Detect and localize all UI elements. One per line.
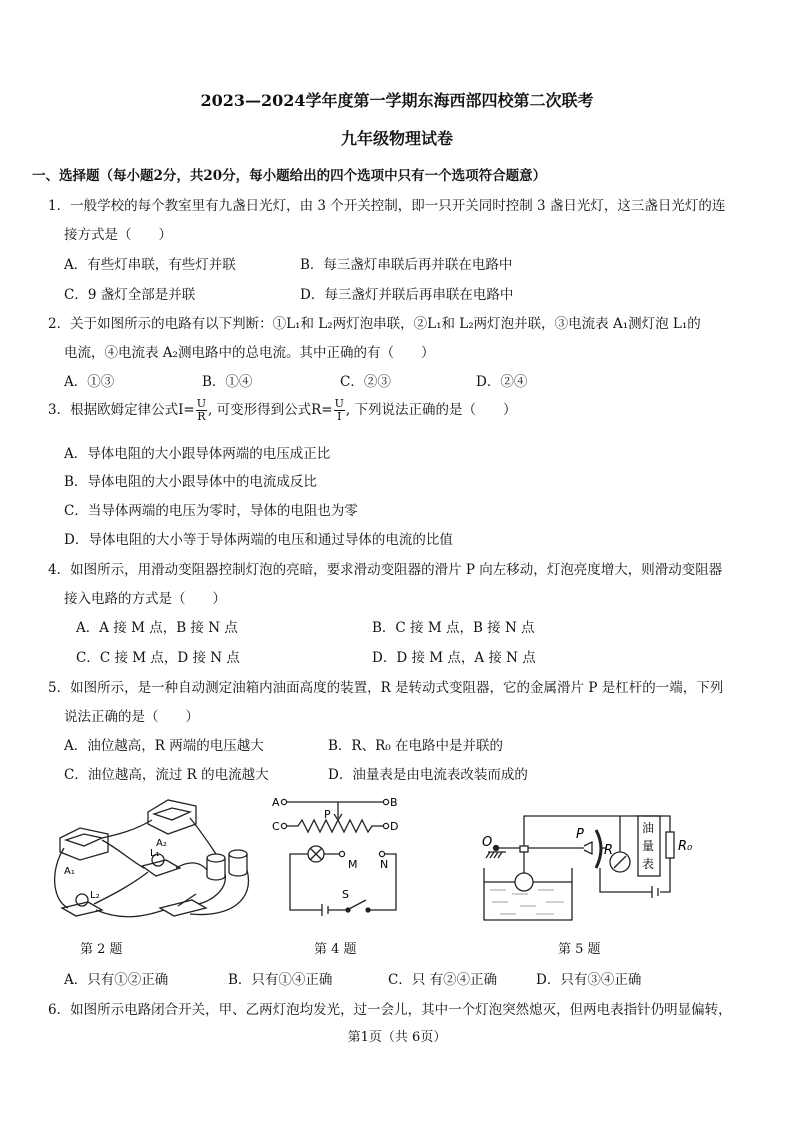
q3-stem — [48, 398, 516, 423]
q5-stem-line1: 5．如图所示，是一种自动测定油箱内油面高度的装置，R 是转动式变阻器，它的金属滑片 P 是杠杆的一端，下列 — [48, 680, 724, 696]
q4-option-b: B．C 接 M 点，B 接 N 点 — [372, 620, 535, 636]
q1-option-d: D．每三盏灯并联后再串联在电路中 — [300, 287, 514, 303]
label-r0: R₀ — [678, 839, 693, 854]
gauge-label-1: 油 — [642, 821, 655, 835]
q5-option-b: B．R、R₀ 在电路中是并联的 — [328, 738, 503, 754]
formula-resistance-denominator: I — [337, 410, 342, 423]
label-n: N — [380, 858, 389, 871]
label-a: A — [272, 796, 280, 809]
formula-resistance-fraction — [334, 398, 345, 423]
label-a1: A₁ — [64, 866, 75, 877]
q6-stem-line1: 6．如图所示电路闭合开关，甲、乙两灯泡均发光，过一会儿，其中一个灯泡突然熄灭，但两电表指针仍明显偏转， — [48, 1002, 732, 1018]
formula-ohm-numerator: U — [196, 397, 207, 410]
formula-ohm-fraction — [196, 398, 207, 423]
label-p: P — [324, 808, 331, 821]
label-p: P — [576, 827, 584, 842]
q3-stem-post: , 下列说法正确的是（ ） — [345, 402, 517, 418]
q1-stem-line2: 接方式是（ ） — [64, 227, 172, 243]
figure-4-circuit — [270, 792, 420, 922]
answer-row-option-c: C．只 有②④正确 — [388, 972, 498, 988]
label-l1: L₁ — [150, 848, 160, 859]
label-m: M — [348, 858, 358, 871]
q2-stem-line2: 电流，④电流表 A₂测电路中的总电流。其中正确的有（ ） — [64, 345, 435, 361]
figure-2-circuit — [40, 790, 270, 930]
q2-option-b: B．①④ — [202, 374, 253, 390]
q4-option-d: D．D 接 M 点，A 接 N 点 — [372, 650, 536, 666]
gauge-label-2: 量 — [642, 839, 655, 853]
answer-row-option-b: B．只有①④正确 — [228, 972, 333, 988]
label-s: S — [342, 888, 349, 901]
q4-stem-line1: 4．如图所示，用滑动变阻器控制灯泡的亮暗，要求滑动变阻器的滑片 P 向左移动，灯泡亮度增大，则滑动变阻器 — [48, 562, 723, 578]
q5-option-a: A．油位越高，R 两端的电压越大 — [64, 738, 264, 754]
label-c: C — [272, 820, 280, 833]
figure-4-caption: 第 4 题 — [314, 942, 357, 957]
gauge-label-3: 表 — [642, 857, 655, 871]
q1-option-b: B．每三盏灯串联后再并联在电路中 — [300, 257, 513, 273]
formula-ohm-lhs: I= — [178, 402, 195, 418]
q2-option-a: A．①③ — [64, 374, 115, 390]
exam-title: 2023—2024学年度第一学期东海西部四校第二次联考 — [200, 91, 594, 110]
q3-option-d: D．导体电阻的大小等于导体两端的电压和通过导体的电流的比值 — [64, 532, 453, 548]
q4-option-a: A．A 接 M 点，B 接 N 点 — [76, 620, 238, 636]
label-l2: L₂ — [90, 890, 100, 901]
q4-option-c: C．C 接 M 点，D 接 N 点 — [76, 650, 240, 666]
figure-5-fuel-gauge — [480, 798, 700, 928]
label-o: O — [482, 835, 493, 850]
answer-row-option-a: A．只有①②正确 — [64, 972, 169, 988]
label-d: D — [390, 820, 399, 833]
formula-resistance-lhs: R= — [311, 402, 333, 418]
q5-option-d: D．油量表是由电流表改装而成的 — [328, 767, 528, 783]
page-footer: 第1页（共 6页） — [347, 1030, 447, 1045]
q1-option-c: C．9 盏灯全部是并联 — [64, 287, 196, 303]
q3-stem-mid: , 可变形得到公式 — [208, 402, 312, 418]
q3-option-b: B．导体电阻的大小跟导体中的电流成反比 — [64, 474, 317, 490]
q1-option-a: A．有些灯串联，有些灯并联 — [64, 257, 236, 273]
q1-stem-line1: 1．一般学校的每个教室里有九盏日光灯，由 3 个开关控制，即一只开关同时控制 3 盏日光灯，这三盏日光灯的连 — [48, 198, 726, 214]
formula-resistance-numerator: U — [334, 397, 344, 410]
figure-2-caption: 第 2 题 — [80, 942, 123, 957]
q4-stem-line2: 接入电路的方式是（ ） — [64, 591, 226, 607]
q3-stem-pre: 3．根据欧姆定律公式 — [48, 402, 179, 418]
figure-5-caption: 第 5 题 — [558, 942, 601, 957]
answer-row-option-d: D．只有③④正确 — [536, 972, 642, 988]
q3-option-a: A．导体电阻的大小跟导体两端的电压成正比 — [64, 446, 331, 462]
q2-stem-line1: 2．关于如图所示的电路有以下判断：①L₁和 L₂两灯泡串联，②L₁和 L₂两灯泡并联，③电流表 A₁测灯泡 L₁的 — [48, 316, 701, 332]
section-heading: 一、选择题（每小题2分，共20分，每小题给出的四个选项中只有一个选项符合题意） — [32, 168, 547, 184]
q2-option-d: D．②④ — [476, 374, 528, 390]
label-b: B — [390, 796, 398, 809]
formula-ohm-denominator: R — [197, 410, 206, 423]
q3-option-c: C．当导体两端的电压为零时，导体的电阻也为零 — [64, 503, 358, 519]
q2-option-c: C．②③ — [340, 374, 391, 390]
exam-subtitle: 九年级物理试卷 — [340, 129, 453, 148]
q5-option-c: C．油位越高，流过 R 的电流越大 — [64, 767, 269, 783]
label-a2: A₂ — [156, 838, 167, 849]
label-r: R — [604, 843, 614, 858]
q5-stem-line2: 说法正确的是（ ） — [64, 709, 199, 725]
